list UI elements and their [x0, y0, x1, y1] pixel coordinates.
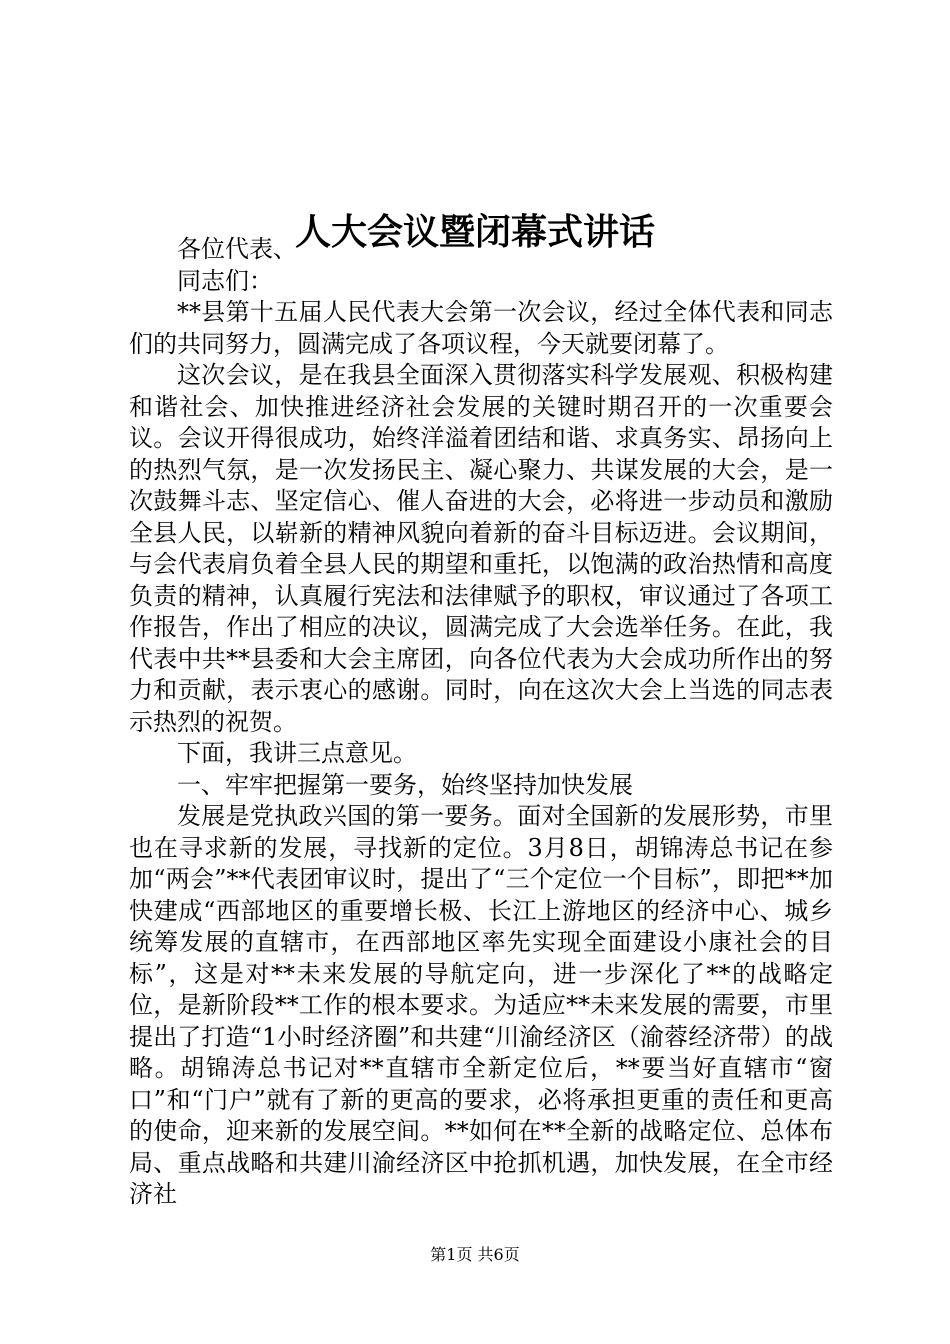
transition-paragraph: 下面，我讲三点意见。	[177, 739, 417, 767]
opening-paragraph: **县第十五届人民代表大会第一次会议，经过全体代表和同志们的共同努力，圆满完成了各项议程，今天就要闭幕了。	[129, 298, 833, 358]
meeting-summary-paragraph: 这次会议，是在我县全面深入贯彻落实科学发展观、积极构建和谐社会、加快推进经济社会发展的关键时期召开的一次重要会议。会议开得很成功，始终洋溢着团结和谐、求真务实、昂扬向上的热烈气氛，是一次发扬民主、凝心聚力、共谋发展的大会，是一次鼓舞斗志、坚定信心、催人奋进的大会，必将进一步动员和激励全县人民，以崭新的精神风貌向着新的奋斗目标迈进。会议期间，与会代表肩负着全县人民的期望和重托，以饱满的政治热情和高度负责的精神，认真履行宪法和法律赋予的职权，审议通过了各项工作报告，作出了相应的决议，圆满完成了大会选举任务。在此，我代表中共**县委和大会主席团，向各位代表为大会成功所作出的努力和贡献，表示衷心的感谢。同时，向在这次大会上当选的同志表示热烈的祝贺。	[129, 361, 833, 736]
page-footer: 第1页 共6页	[430, 1245, 520, 1264]
section-heading-1: 一、牢牢把握第一要务，始终坚持加快发展	[177, 770, 633, 799]
document-body	[129, 234, 833, 1211]
development-paragraph: 发展是党执政兴国的第一要务。面对全国新的发展形势，市里也在寻求新的发展，寻找新的定位。3月8日，胡锦涛总书记在参加“两会”**代表团审议时，提出了“三个定位一个目标”，即把**加快建成“西部地区的重要增长极、长江上游地区的经济中心、城乡统筹发展的直辖市，在西部地区率先实现全面建设小康社会的目标”，这是对**未来发展的导航定向，进一步深化了**的战略定位，是新阶段**工作的根本要求。为适应**未来发展的需要，市里提出了打造“1小时经济圈”和共建“川渝经济区（渝蓉经济带）的战略。胡锦涛总书记对**直辖市全新定位后，**要当好直辖市“窗口”和“门户”就有了新的更高的要求，必将承担更重的责任和更高的使命，迎来新的发展空间。**如何在**全新的战略定位、总体布局、重点战略和共建川渝经济区中抢抓机遇，加快发展，在全市经济社	[129, 802, 833, 1208]
salutation-line-1: 各位代表、	[177, 235, 297, 263]
salutation-line-2: 同志们：	[177, 266, 273, 295]
document-title: 人大会议暨闭幕式讲话	[294, 211, 655, 254]
